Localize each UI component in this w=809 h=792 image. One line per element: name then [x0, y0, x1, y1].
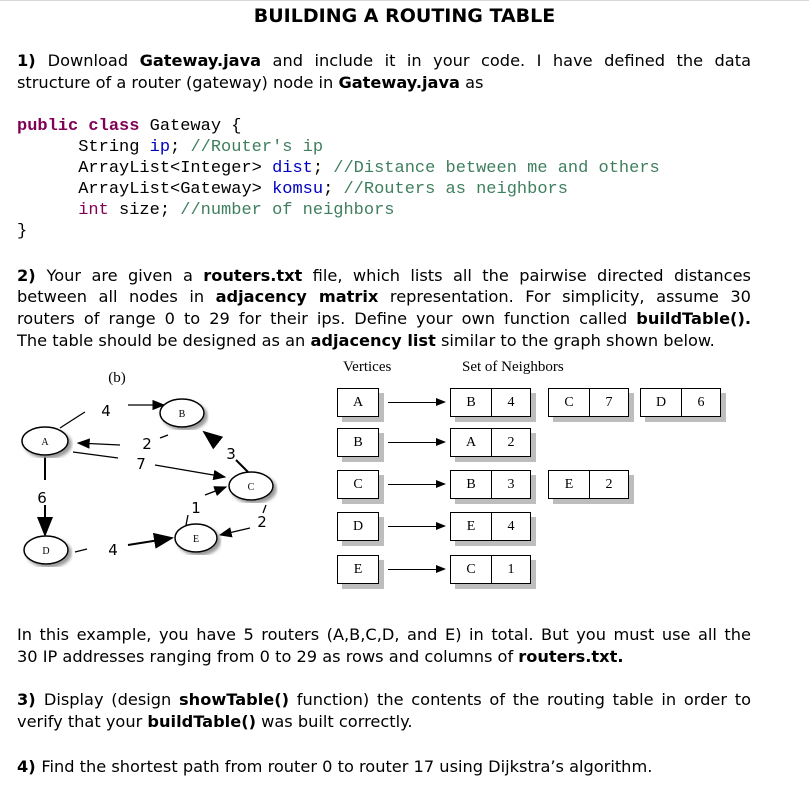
node-a [22, 427, 68, 455]
neighbor-node: A [451, 429, 492, 456]
neighbor-distance: 2 [507, 434, 515, 450]
text: function) the contents of the routing table in order to [289, 690, 751, 709]
text: 30 IP addresses ranging from 0 to 29 as rows and columns of [17, 647, 519, 666]
text: Download [47, 51, 140, 70]
bold-text: adjacency list [310, 331, 436, 350]
text: Find the shortest path from router 0 to router 17 using Dijkstra’s algorithm. [41, 757, 653, 776]
code-keyword: int [78, 201, 109, 220]
code-block [17, 116, 660, 242]
neighbor-box [450, 555, 531, 584]
text: In this example, you have 5 routers (A,B,C,D, and E) in total. But you must use all the [17, 625, 751, 644]
neighbor-distance: 1 [507, 561, 515, 577]
text: file, which lists all the pairwise directed distances [302, 266, 751, 285]
arrow-icon [388, 526, 444, 527]
svg-text:B: B [178, 409, 186, 420]
vertex-box: E [337, 555, 379, 584]
edge-b-a [78, 443, 120, 445]
text: was built correctly. [256, 712, 413, 731]
neighbor-node: C [451, 556, 492, 583]
neighbor-distance: 3 [507, 476, 515, 492]
edge-c-b [204, 432, 218, 443]
neighbor-node: B [451, 389, 492, 416]
vertex-box: D [337, 512, 379, 541]
neighbor-distance: 4 [507, 394, 515, 410]
code-keyword: public class [17, 117, 140, 136]
code-text: ; [170, 138, 191, 157]
edge-weight: 1 [191, 499, 201, 517]
code-text: ; [323, 180, 344, 199]
neighbor-box [548, 470, 629, 499]
bold-text: adjacency matrix [215, 287, 379, 306]
neighbor-node: C [549, 389, 590, 416]
edge-weight: 4 [101, 402, 111, 420]
text-line [17, 757, 751, 777]
text-line [17, 331, 751, 351]
text: The table should be designed as an [17, 331, 311, 350]
text-line [17, 625, 751, 645]
code-type: String [78, 138, 150, 157]
text: Display (design [43, 690, 180, 709]
vertex-box: C [337, 470, 379, 499]
text: and include it in your code. I have defined the data [261, 51, 751, 70]
code-comment: //number of neighbors [180, 201, 395, 220]
text: routers of range 0 to 29 for their ips. Define your own function called [17, 309, 637, 328]
bold-text: showTable() [179, 690, 290, 709]
text: between all nodes in [17, 287, 216, 306]
edge-weight: 7 [136, 455, 146, 473]
bold-text: Gateway.java [139, 51, 262, 70]
text: Your are given a [46, 266, 204, 285]
code-text: } [17, 222, 28, 241]
neighbor-node: E [451, 513, 492, 540]
arrow-icon [388, 569, 444, 570]
page-title: BUILDING A ROUTING TABLE [253, 5, 556, 27]
code-text: size; [108, 201, 181, 220]
text-line [17, 690, 751, 710]
edge-c-e [220, 528, 250, 535]
edge-e-c [205, 487, 226, 495]
text-line [17, 712, 751, 732]
bold-text: 1) [17, 51, 48, 70]
bold-text: buildTable() [147, 712, 256, 731]
edge-weight: 2 [257, 513, 267, 531]
bold-text: Gateway.java [338, 73, 460, 92]
code-type: ArrayList<Gateway> [78, 180, 273, 199]
arrow-icon [388, 484, 444, 485]
edge-weight: 4 [108, 541, 118, 559]
graph-diagram [0, 355, 330, 600]
top-border [0, 0, 809, 1]
bold-text: routers.txt [203, 266, 303, 285]
code-comment: //Distance between me and others [333, 159, 660, 178]
bold-text: buildTable(). [636, 309, 751, 328]
code-text: Gateway { [139, 117, 242, 136]
code-field: komsu [272, 180, 324, 199]
edge-a-c [155, 465, 225, 477]
text-line [17, 309, 751, 329]
code-type: ArrayList<Integer> [78, 159, 273, 178]
code-field: dist [272, 159, 313, 178]
node-b [160, 399, 204, 427]
text: verify that your [17, 712, 148, 731]
vertices-header: Vertices [343, 359, 392, 375]
text-line [17, 287, 751, 307]
neighbor-box [450, 512, 531, 541]
text-line [17, 51, 751, 71]
svg-text:E: E [192, 534, 200, 545]
text: representation. For simplicity, assume 30 [378, 287, 751, 306]
neighbors-header: Set of Neighbors [462, 359, 564, 375]
graph-label: (b) [108, 370, 126, 386]
text-line [17, 647, 751, 667]
arrow-icon [388, 442, 444, 443]
neighbor-node: B [451, 471, 492, 498]
neighbor-distance: 7 [605, 394, 613, 410]
neighbor-box [640, 388, 721, 417]
figure [0, 355, 809, 600]
edge-weight: 2 [142, 435, 152, 453]
neighbor-box [450, 470, 531, 499]
svg-text:C: C [247, 482, 255, 493]
edge-weight: 3 [226, 445, 236, 463]
code-comment: //Router's ip [190, 138, 324, 157]
node-d [24, 536, 68, 564]
text: as [459, 73, 484, 92]
text: structure of a router (gateway) node in [17, 73, 339, 92]
neighbor-box [450, 428, 531, 457]
edge-weight: 6 [37, 489, 47, 507]
neighbor-distance: 2 [605, 476, 613, 492]
neighbor-box [548, 388, 629, 417]
node-c [229, 472, 273, 500]
code-field: ip [149, 138, 171, 157]
arrow-icon [388, 402, 444, 403]
svg-text:A: A [41, 437, 49, 448]
node-e [175, 524, 217, 552]
bold-text: routers.txt. [518, 647, 624, 666]
bold-text: 3) [17, 690, 44, 709]
svg-text:D: D [42, 546, 50, 557]
neighbor-distance: 6 [697, 394, 705, 410]
text-line [17, 266, 751, 286]
code-text: ; [312, 159, 334, 178]
vertex-box: A [337, 388, 379, 417]
vertex-box: B [337, 428, 379, 457]
bold-text: 2) [17, 266, 47, 285]
neighbor-node: E [549, 471, 590, 498]
edge-d-e [128, 538, 172, 545]
neighbor-node: D [641, 389, 682, 416]
neighbor-distance: 4 [507, 518, 515, 534]
text-line [17, 73, 751, 93]
bold-text: 4) [17, 757, 42, 776]
code-comment: //Routers as neighbors [343, 180, 568, 199]
text: similar to the graph shown below. [435, 331, 715, 350]
neighbor-box [450, 388, 531, 417]
